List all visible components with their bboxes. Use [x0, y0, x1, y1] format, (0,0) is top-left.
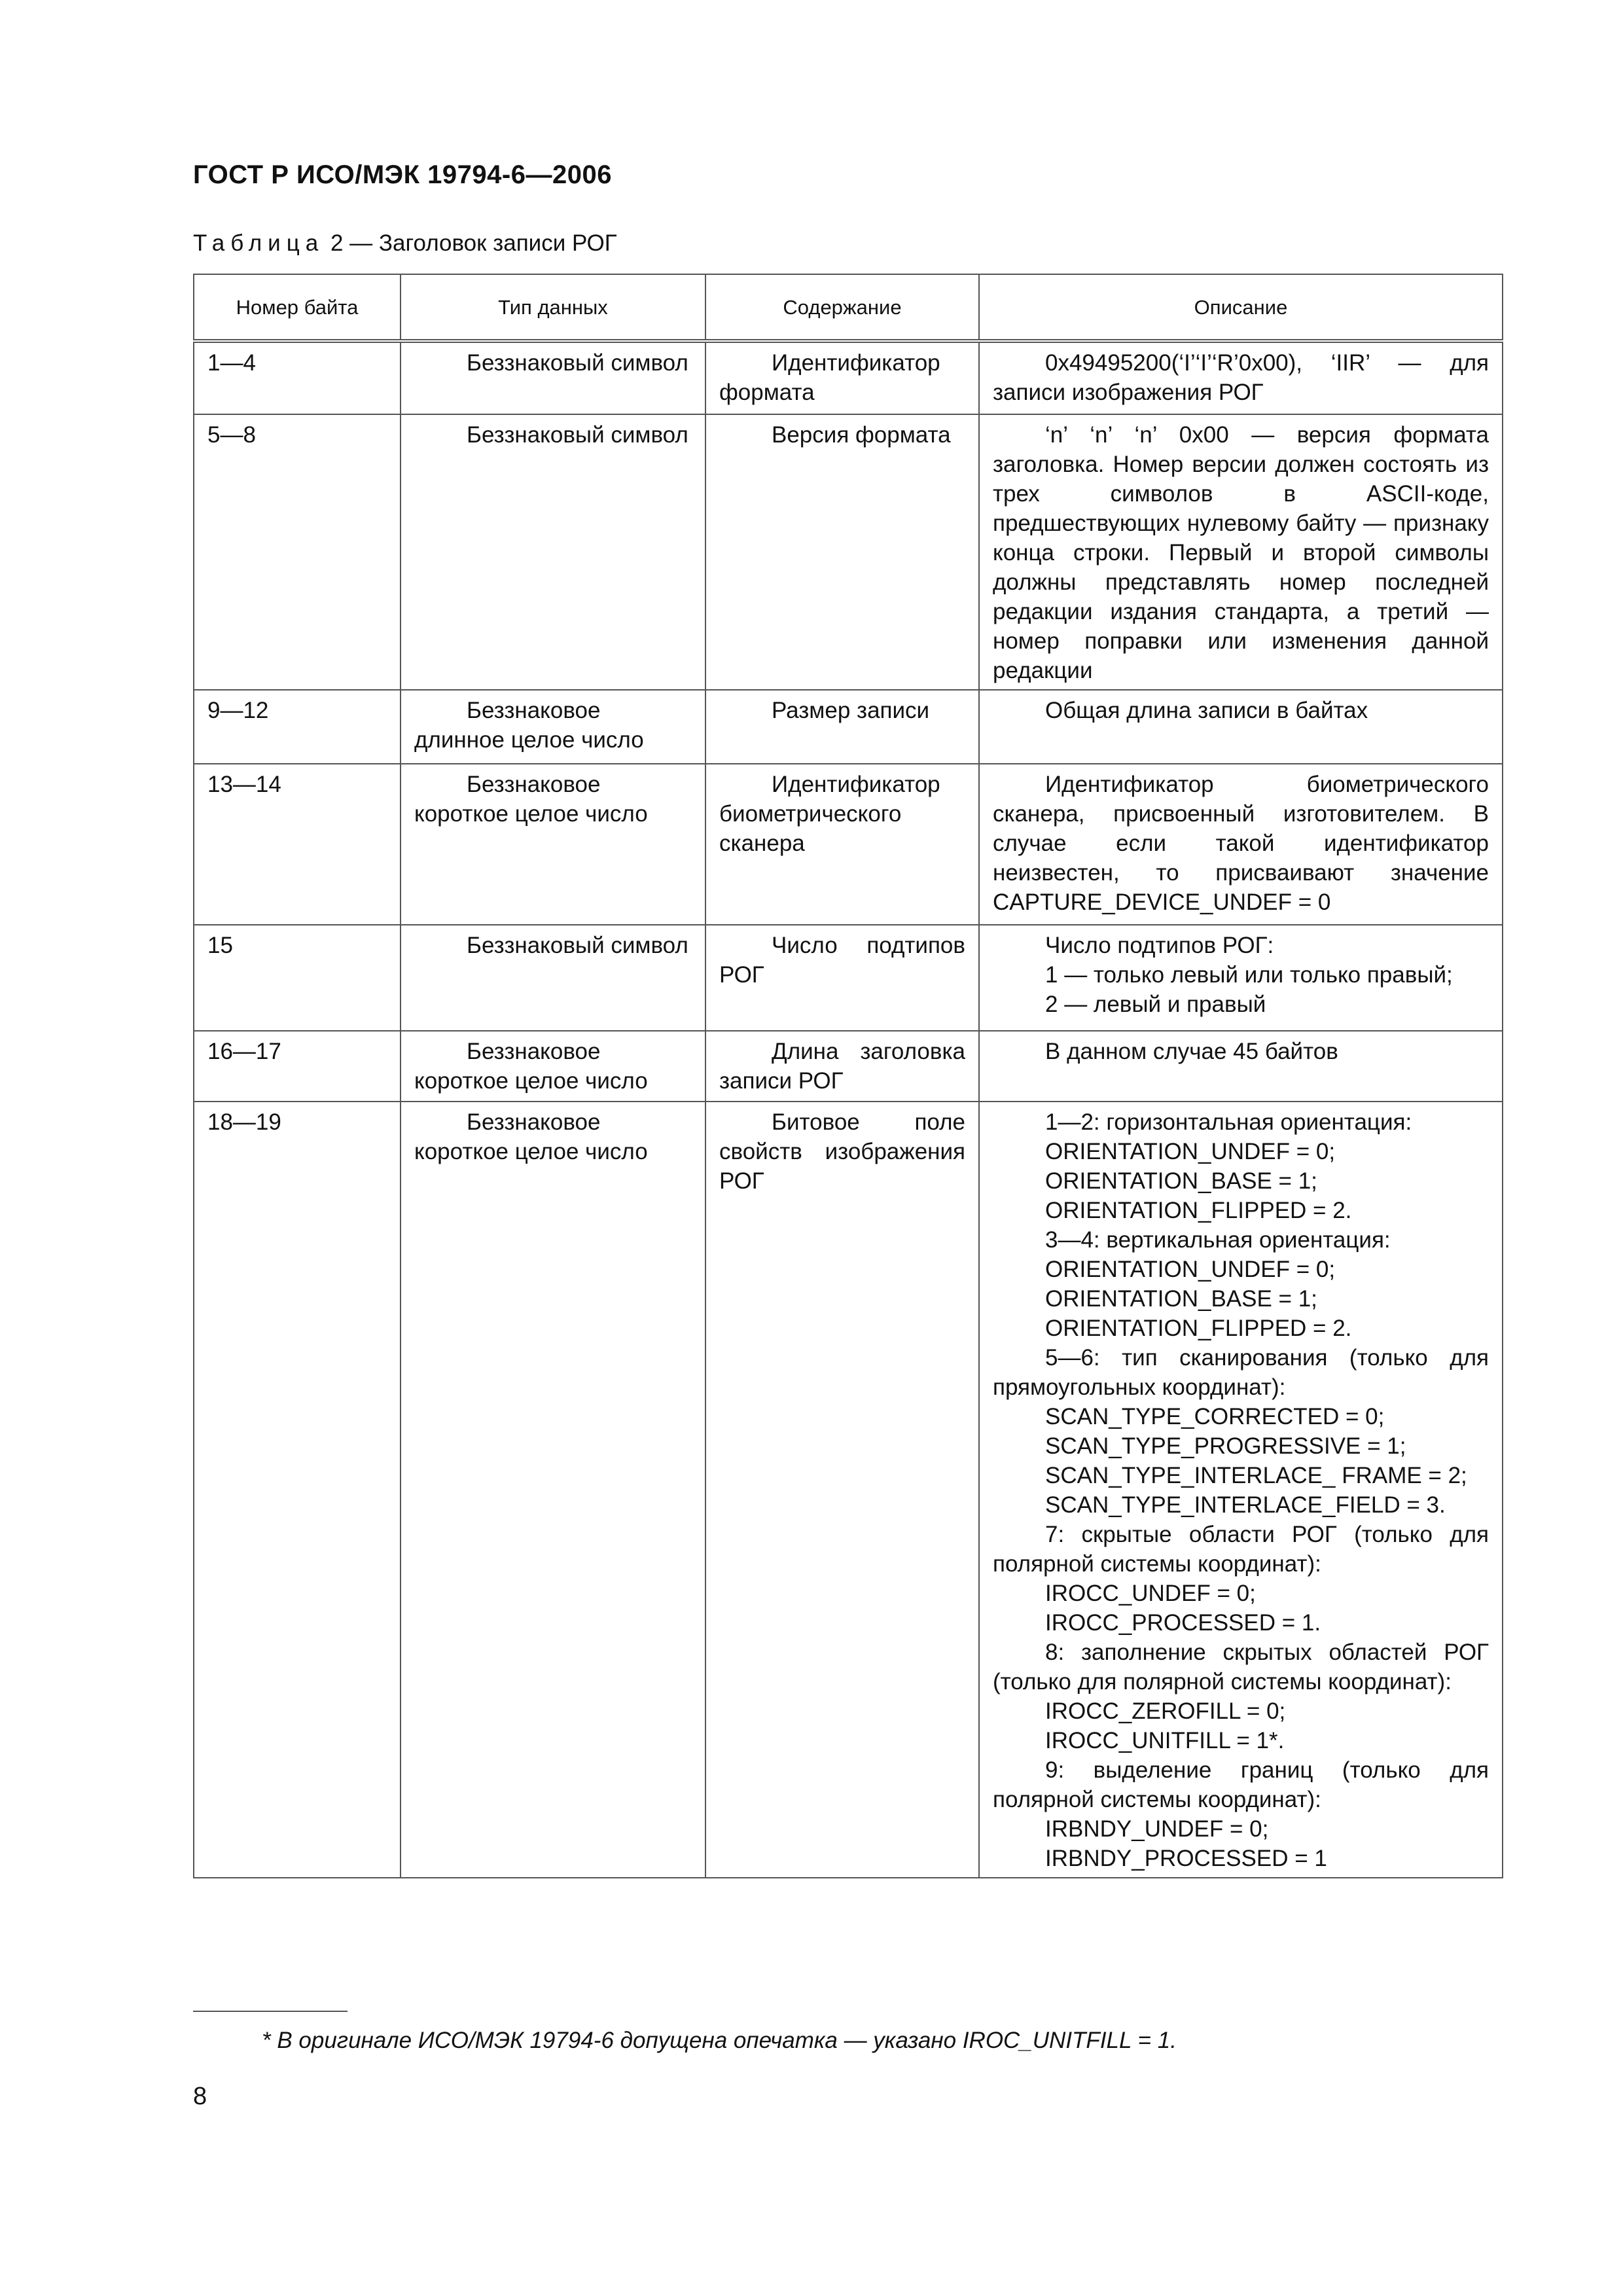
- content-cell: Идентификатор формата: [705, 341, 979, 414]
- description-line: 1 — только левый или только правый;: [1045, 962, 1453, 988]
- data-type-cell: Беззнаковое длинное целое число: [401, 690, 705, 764]
- content-cell: Длина заголовка записи РОГ: [705, 1031, 979, 1102]
- column-header: Тип данных: [401, 274, 705, 341]
- description-cell: [979, 925, 1503, 1031]
- data-type-cell: Беззнаковое короткое целое число: [401, 1102, 705, 1878]
- byte-number-cell: 16—17: [194, 1031, 401, 1102]
- column-header: Содержание: [705, 274, 979, 341]
- data-type-cell: Беззнаковый символ: [401, 925, 705, 1031]
- content-cell: Версия формата: [705, 414, 979, 690]
- description-line: Общая длина записи в байтах: [1045, 698, 1368, 723]
- description-cell: [979, 341, 1503, 414]
- table-row: [194, 1031, 1503, 1102]
- description-line: 8: заполнение скрытых областей РОГ (только для полярной системы координат):: [993, 1640, 1489, 1695]
- table-body: [194, 341, 1503, 1878]
- description-line: 9: выделение границ (только для полярной системы координат):: [993, 1757, 1489, 1812]
- description-line: IROCC_ZEROFILL = 0;: [1045, 1698, 1286, 1724]
- description-cell: [979, 690, 1503, 764]
- description-line: В данном случае 45 байтов: [1045, 1039, 1338, 1064]
- description-line: 3—4: вертикальная ориентация:: [1045, 1227, 1391, 1253]
- description-line: SCAN_TYPE_INTERLACE_ FRAME = 2;: [1045, 1463, 1467, 1488]
- table-header-row: [194, 274, 1503, 341]
- table-row: [194, 764, 1503, 925]
- description-line: ORIENTATION_UNDEF = 0;: [1045, 1139, 1336, 1164]
- byte-number-cell: 18—19: [194, 1102, 401, 1878]
- description-cell: [979, 414, 1503, 690]
- description-line: IROCC_UNDEF = 0;: [1045, 1581, 1256, 1606]
- document-title: ГОСТ Р ИСО/МЭК 19794-6—2006: [193, 160, 612, 189]
- column-header: Описание: [979, 274, 1503, 341]
- description-line: ‘n’ ‘n’ ‘n’ 0x00 — версия формата заголовка. Номер версии должен состоять из трех символов в ASCII-коде, предшествующих нулевому байту — признаку конца строки. Первый и второй символы должны представлять номер последней редакции издания стандарта, а третий — номер поправки или изменения данной редакции: [993, 422, 1489, 683]
- description-line: 5—6: тип сканирования (только для прямоугольных координат):: [993, 1345, 1489, 1400]
- description-line: 0x49495200(‘I’‘I’‘R’0x00), ‘IIR’ — для записи изображения РОГ: [993, 350, 1489, 405]
- description-line: 1—2: горизонтальная ориентация:: [1045, 1109, 1412, 1135]
- byte-number-cell: 1—4: [194, 341, 401, 414]
- description-line: IROCC_PROCESSED = 1.: [1045, 1610, 1321, 1636]
- description-line: ORIENTATION_FLIPPED = 2.: [1045, 1198, 1352, 1223]
- data-type-cell: Беззнаковое короткое целое число: [401, 1031, 705, 1102]
- description-cell: [979, 764, 1503, 925]
- data-type-cell: Беззнаковый символ: [401, 341, 705, 414]
- data-type-cell: Беззнаковое короткое целое число: [401, 764, 705, 925]
- description-line: ORIENTATION_FLIPPED = 2.: [1045, 1316, 1352, 1341]
- description-line: ORIENTATION_BASE = 1;: [1045, 1168, 1317, 1194]
- table-caption: [193, 230, 617, 257]
- description-line: 2 — левый и правый: [1045, 992, 1266, 1017]
- header-table: [193, 274, 1503, 1878]
- table-row: [194, 925, 1503, 1031]
- description-line: Идентификатор биометрического сканера, присвоенный изготовителем. В случае если такой идентификатор неизвестен, то присваивают значение CAPTURE_DEVICE_UNDEF = 0: [993, 772, 1489, 915]
- description-line: IROCC_UNITFILL = 1*.: [1045, 1728, 1285, 1753]
- byte-number-cell: 13—14: [194, 764, 401, 925]
- description-line: IRBNDY_UNDEF = 0;: [1045, 1816, 1269, 1842]
- data-type-cell: Беззнаковый символ: [401, 414, 705, 690]
- description-line: 7: скрытые области РОГ (только для полярной системы координат):: [993, 1522, 1489, 1577]
- content-cell: Битовое поле свойств изображения РОГ: [705, 1102, 979, 1878]
- description-line: ORIENTATION_UNDEF = 0;: [1045, 1257, 1336, 1282]
- description-line: SCAN_TYPE_CORRECTED = 0;: [1045, 1404, 1385, 1429]
- byte-number-cell: 9—12: [194, 690, 401, 764]
- description-cell: [979, 1031, 1503, 1102]
- description-line: SCAN_TYPE_PROGRESSIVE = 1;: [1045, 1433, 1406, 1459]
- footnote-divider: [193, 2011, 348, 2012]
- description-line: IRBNDY_PROCESSED = 1: [1045, 1846, 1327, 1871]
- content-cell: Число подтипов РОГ: [705, 925, 979, 1031]
- byte-number-cell: 15: [194, 925, 401, 1031]
- caption-prefix: Таблица: [193, 230, 325, 256]
- footnote: * В оригинале ИСО/МЭК 19794-6 допущена опечатка — указано IROC_UNITFILL = 1.: [262, 2028, 1177, 2053]
- content-cell: Размер записи: [705, 690, 979, 764]
- table-row: [194, 690, 1503, 764]
- description-line: Число подтипов РОГ:: [1045, 933, 1274, 958]
- byte-number-cell: 5—8: [194, 414, 401, 690]
- caption-text: — Заголовок записи РОГ: [349, 230, 617, 256]
- content-cell: Идентификатор биометрического сканера: [705, 764, 979, 925]
- column-header: Номер байта: [194, 274, 401, 341]
- table-row: [194, 1102, 1503, 1878]
- page-number: 8: [193, 2083, 207, 2110]
- description-line: SCAN_TYPE_INTERLACE_FIELD = 3.: [1045, 1492, 1446, 1518]
- table-row: [194, 341, 1503, 414]
- table-row: [194, 414, 1503, 690]
- description-line: ORIENTATION_BASE = 1;: [1045, 1286, 1317, 1312]
- caption-number: 2: [330, 230, 344, 256]
- description-cell: [979, 1102, 1503, 1878]
